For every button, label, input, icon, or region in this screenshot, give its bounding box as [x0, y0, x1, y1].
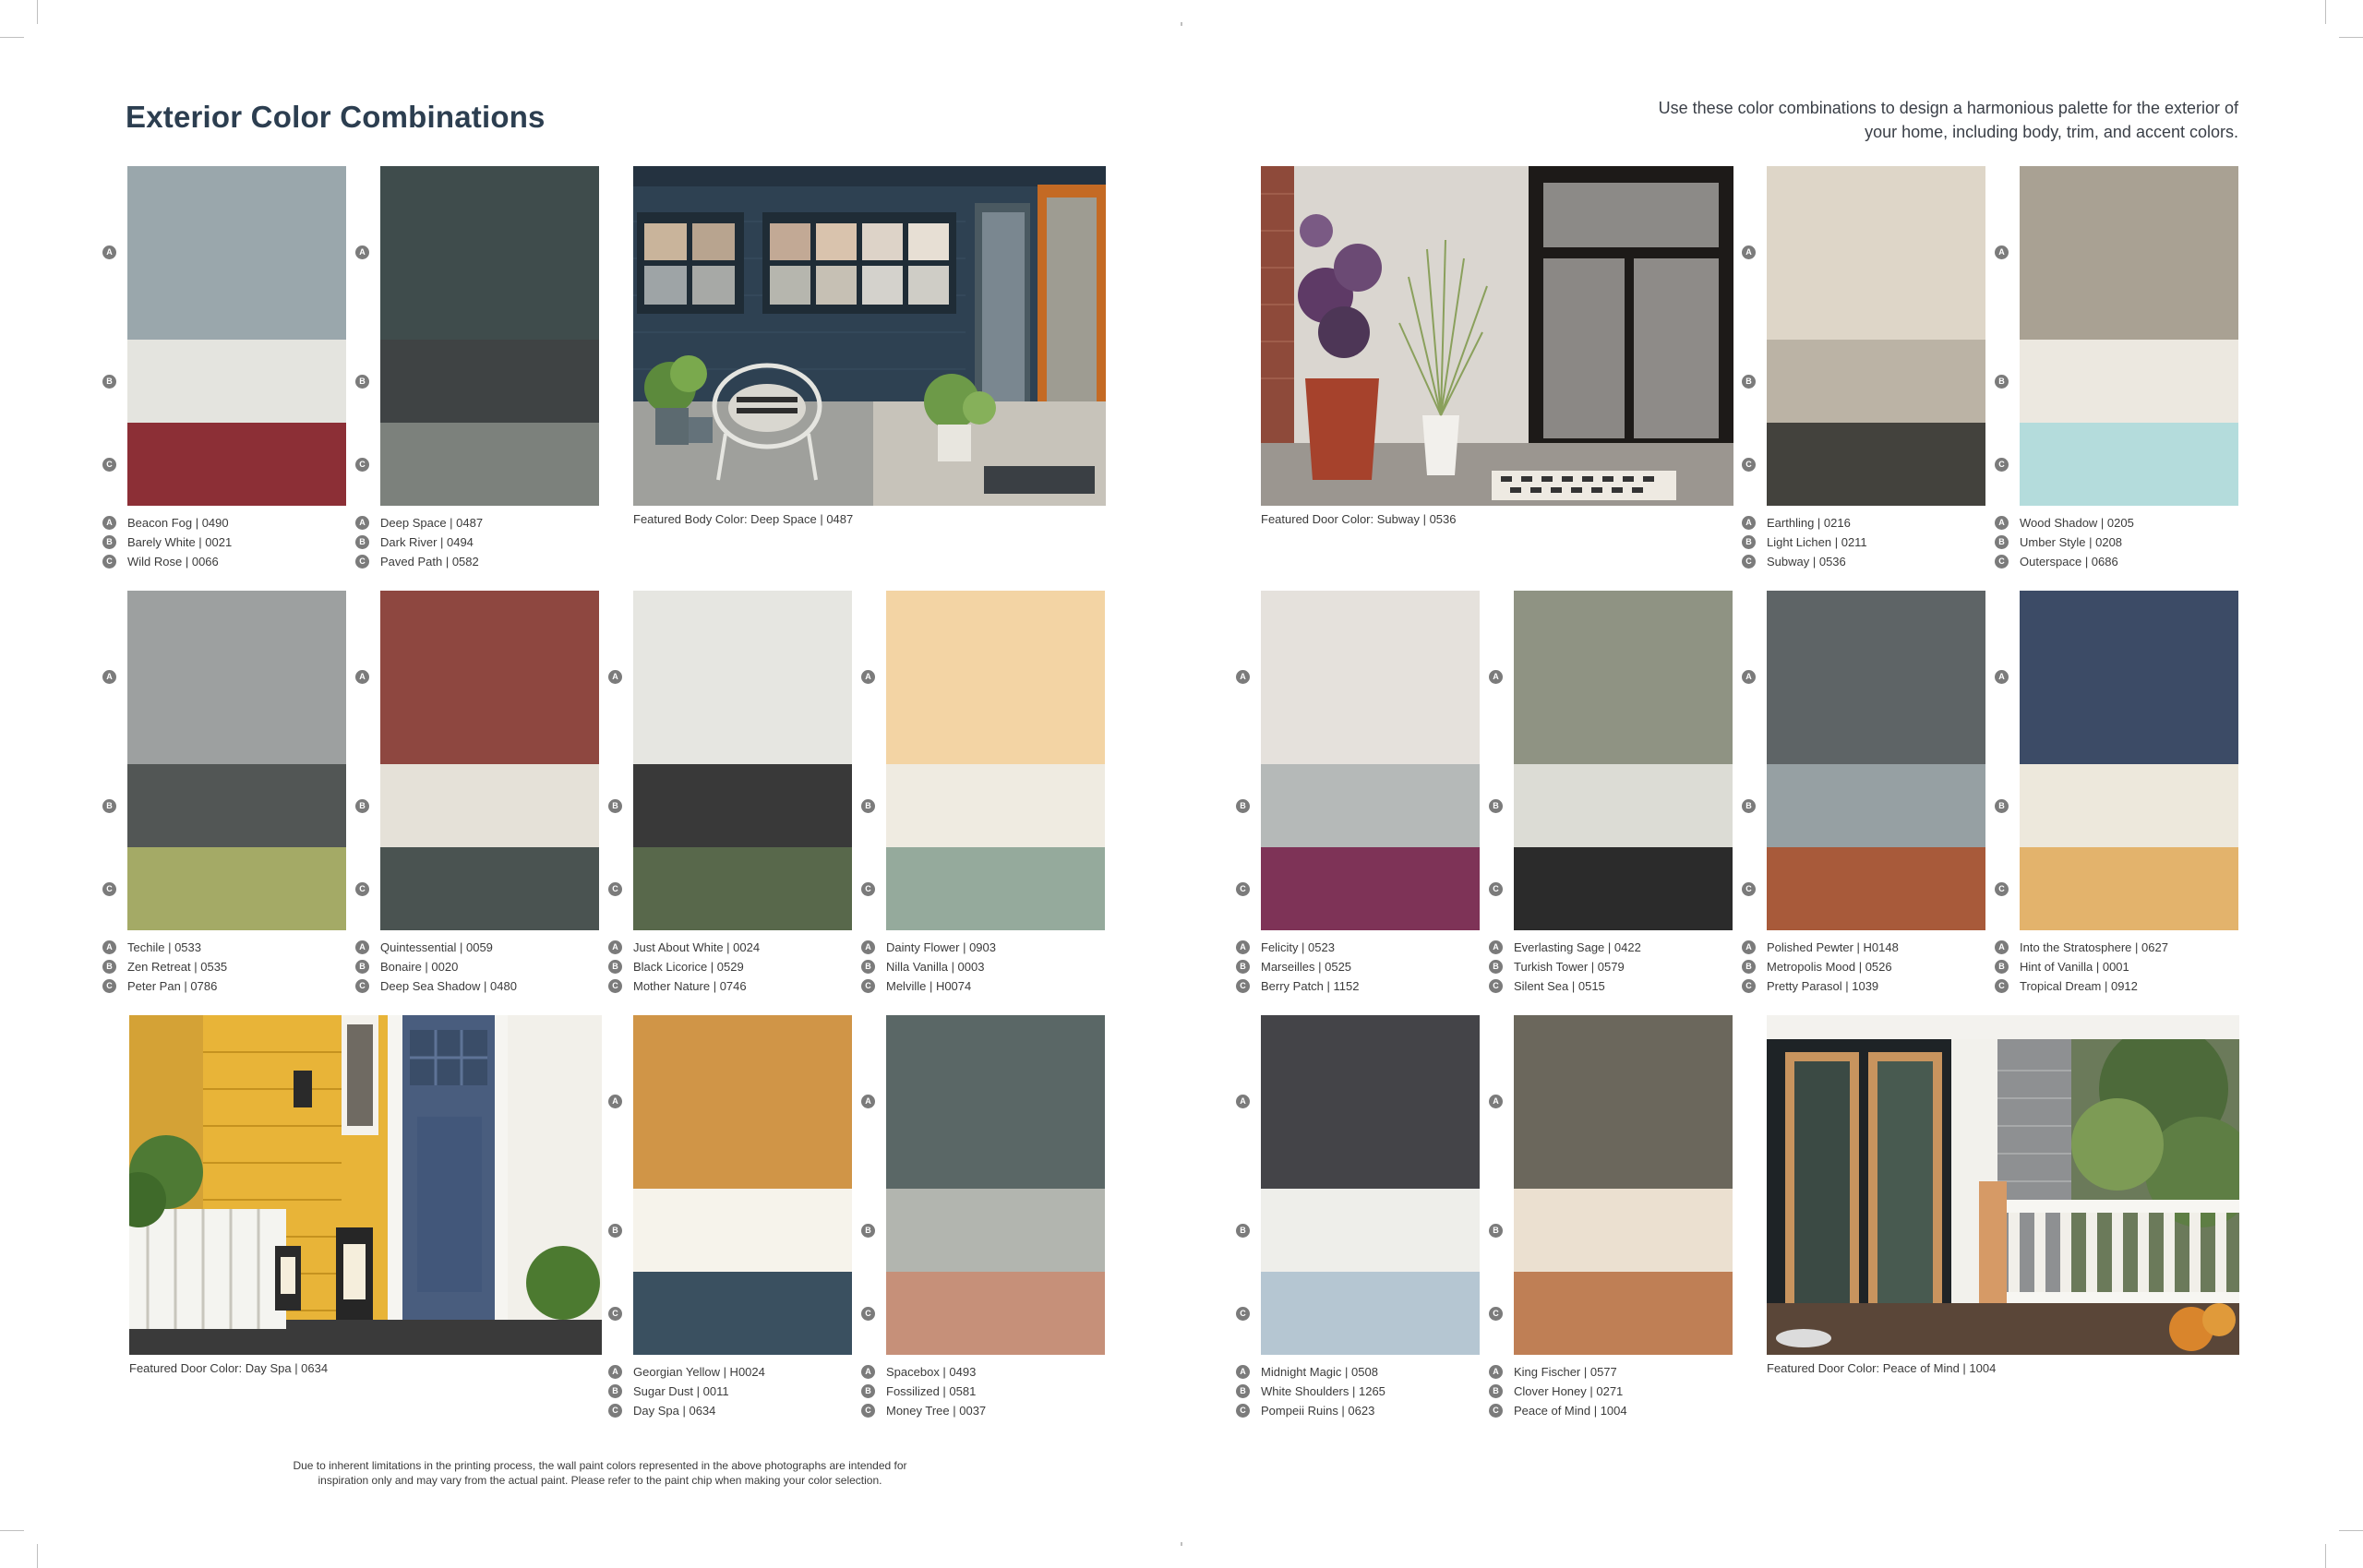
swatch-stack [612, 1015, 852, 1355]
color-caption-list [106, 938, 367, 996]
color-caption-c [1240, 976, 1501, 996]
color-name: Sugar Dust | 0011 [633, 1384, 729, 1398]
swatch-marker-c: C [1742, 458, 1756, 472]
color-name: Deep Sea Shadow | 0480 [380, 979, 517, 993]
swatch-marker-a: A [355, 245, 369, 259]
color-swatch-b [633, 764, 852, 847]
page-title: Exterior Color Combinations [126, 100, 546, 134]
caption-marker-b: B [1742, 535, 1756, 549]
color-swatch-c [633, 847, 852, 930]
caption-marker-b: B [861, 1384, 875, 1398]
swatch-marker-c: C [608, 1307, 622, 1321]
caption-marker-a: A [608, 940, 622, 954]
color-caption-b [1745, 957, 2007, 976]
color-name: Light Lichen | 0211 [1767, 535, 1867, 549]
color-caption-a [359, 513, 620, 533]
color-name: Peace of Mind | 1004 [1514, 1404, 1627, 1418]
color-name: Marseilles | 0525 [1261, 960, 1352, 974]
photo-caption: Featured Body Color: Deep Space | 0487 [633, 512, 854, 526]
swatch-stack [359, 591, 599, 930]
color-swatch-c [380, 423, 599, 506]
color-name: Techile | 0533 [127, 940, 201, 954]
swatch-stack [1998, 166, 2238, 506]
color-caption-list [106, 513, 367, 571]
caption-marker-a: A [1742, 940, 1756, 954]
color-swatch-c [1767, 847, 1985, 930]
swatch-marker-a: A [1489, 1095, 1503, 1108]
crop-mark [0, 1530, 24, 1531]
swatch-marker-b: B [608, 1224, 622, 1238]
color-swatch-b [127, 764, 346, 847]
caption-marker-c: C [1236, 979, 1250, 993]
color-name: Metropolis Mood | 0526 [1767, 960, 1892, 974]
color-name: Clover Honey | 0271 [1514, 1384, 1624, 1398]
color-name: Fossilized | 0581 [886, 1384, 977, 1398]
color-swatch-a [633, 591, 852, 764]
caption-marker-a: A [355, 516, 369, 530]
caption-marker-b: B [608, 960, 622, 974]
swatch-marker-a: A [608, 670, 622, 684]
swatch-marker-c: C [1489, 1307, 1503, 1321]
color-swatch-a [1261, 591, 1480, 764]
caption-marker-b: B [861, 960, 875, 974]
color-name: Beacon Fog | 0490 [127, 516, 229, 530]
caption-marker-a: A [1742, 516, 1756, 530]
color-swatch-a [2020, 591, 2238, 764]
crop-mark [0, 37, 24, 38]
center-mark [1181, 1542, 1182, 1546]
color-caption-list [359, 938, 620, 996]
swatch-marker-b: B [1489, 1224, 1503, 1238]
color-swatch-b [1767, 764, 1985, 847]
photo-day-spa-door [129, 1015, 602, 1355]
color-caption-b [1493, 1382, 1754, 1401]
swatch-marker-b: B [1236, 1224, 1250, 1238]
caption-marker-a: A [608, 1365, 622, 1379]
color-caption-a [612, 938, 873, 957]
swatch-stack [1745, 166, 1985, 506]
disclaimer-line: inspiration only and may vary from the actual paint. Please refer to the paint chip when making your color selection. [318, 1474, 882, 1487]
color-caption-b [612, 957, 873, 976]
color-name: Felicity | 0523 [1261, 940, 1335, 954]
color-caption-b [359, 533, 620, 552]
color-swatch-c [1261, 1272, 1480, 1355]
swatch-marker-a: A [608, 1095, 622, 1108]
color-caption-c [1240, 1401, 1501, 1420]
color-name: Georgian Yellow | H0024 [633, 1365, 765, 1379]
color-name: Zen Retreat | 0535 [127, 960, 228, 974]
color-caption-b [865, 1382, 1126, 1401]
swatch-stack [1998, 591, 2238, 930]
swatch-marker-b: B [1742, 799, 1756, 813]
color-name: Berry Patch | 1152 [1261, 979, 1360, 993]
caption-marker-c: C [355, 555, 369, 569]
color-swatch-a [886, 1015, 1105, 1189]
color-name: Turkish Tower | 0579 [1514, 960, 1625, 974]
caption-marker-c: C [1489, 1404, 1503, 1418]
center-mark [1181, 22, 1182, 26]
caption-marker-c: C [861, 1404, 875, 1418]
color-swatch-c [127, 847, 346, 930]
swatch-marker-a: A [355, 670, 369, 684]
color-caption-c [106, 976, 367, 996]
swatch-marker-b: B [355, 375, 369, 389]
color-name: Money Tree | 0037 [886, 1404, 987, 1418]
swatch-stack [1493, 591, 1733, 930]
color-caption-b [1745, 533, 2007, 552]
color-swatch-a [1514, 1015, 1733, 1189]
caption-marker-c: C [1995, 555, 2009, 569]
color-name: Mother Nature | 0746 [633, 979, 747, 993]
swatch-marker-b: B [1236, 799, 1250, 813]
color-name: Bonaire | 0020 [380, 960, 459, 974]
swatch-marker-c: C [608, 882, 622, 896]
color-caption-list [359, 513, 620, 571]
color-caption-list [865, 938, 1126, 996]
color-caption-list [1240, 938, 1501, 996]
color-caption-b [106, 533, 367, 552]
swatch-marker-b: B [608, 799, 622, 813]
swatch-stack [865, 591, 1105, 930]
swatch-marker-b: B [1489, 799, 1503, 813]
swatch-marker-a: A [1995, 245, 2009, 259]
color-caption-a [1493, 1362, 1754, 1382]
color-name: Outerspace | 0686 [2020, 555, 2118, 569]
swatch-marker-c: C [861, 1307, 875, 1321]
swatch-marker-b: B [1995, 375, 2009, 389]
intro-text [1315, 96, 2238, 144]
caption-marker-c: C [1995, 979, 2009, 993]
swatch-stack [1240, 1015, 1480, 1355]
color-caption-a [106, 513, 367, 533]
swatch-marker-a: A [102, 245, 116, 259]
caption-marker-a: A [1995, 940, 2009, 954]
swatch-stack [612, 591, 852, 930]
swatch-marker-a: A [1236, 1095, 1250, 1108]
color-name: Dainty Flower | 0903 [886, 940, 996, 954]
color-caption-list [1998, 938, 2260, 996]
color-swatch-b [1261, 1189, 1480, 1272]
color-name: Midnight Magic | 0508 [1261, 1365, 1378, 1379]
color-caption-a [1493, 938, 1754, 957]
color-name: Dark River | 0494 [380, 535, 474, 549]
color-caption-b [359, 957, 620, 976]
color-caption-a [1998, 513, 2260, 533]
color-caption-a [1240, 1362, 1501, 1382]
color-swatch-a [633, 1015, 852, 1189]
color-caption-b [1240, 1382, 1501, 1401]
color-name: Tropical Dream | 0912 [2020, 979, 2138, 993]
color-swatch-c [886, 847, 1105, 930]
caption-marker-b: B [1236, 1384, 1250, 1398]
color-name: Wild Rose | 0066 [127, 555, 219, 569]
color-swatch-a [127, 591, 346, 764]
color-swatch-a [1767, 166, 1985, 340]
color-swatch-b [2020, 340, 2238, 423]
color-swatch-b [886, 764, 1105, 847]
color-name: Deep Space | 0487 [380, 516, 484, 530]
crop-mark [2325, 1544, 2326, 1568]
color-caption-b [1493, 957, 1754, 976]
color-caption-c [612, 1401, 873, 1420]
color-swatch-a [1767, 591, 1985, 764]
caption-marker-c: C [102, 979, 116, 993]
color-swatch-a [1514, 591, 1733, 764]
color-swatch-b [1261, 764, 1480, 847]
color-caption-b [1998, 957, 2260, 976]
color-caption-a [1240, 938, 1501, 957]
caption-marker-b: B [355, 960, 369, 974]
caption-marker-c: C [1489, 979, 1503, 993]
color-caption-c [865, 1401, 1126, 1420]
color-name: Subway | 0536 [1767, 555, 1846, 569]
color-caption-c [1998, 552, 2260, 571]
caption-marker-c: C [355, 979, 369, 993]
caption-marker-b: B [1995, 960, 2009, 974]
color-caption-c [1493, 1401, 1754, 1420]
color-swatch-c [2020, 847, 2238, 930]
swatch-marker-a: A [1236, 670, 1250, 684]
color-caption-c [612, 976, 873, 996]
swatch-marker-b: B [861, 799, 875, 813]
color-swatch-b [380, 764, 599, 847]
color-caption-c [359, 552, 620, 571]
swatch-marker-c: C [1236, 1307, 1250, 1321]
color-caption-c [1493, 976, 1754, 996]
color-name: Spacebox | 0493 [886, 1365, 977, 1379]
crop-mark [2339, 37, 2363, 38]
swatch-marker-a: A [1742, 670, 1756, 684]
caption-marker-c: C [608, 1404, 622, 1418]
caption-marker-c: C [1742, 979, 1756, 993]
color-swatch-a [380, 166, 599, 340]
color-caption-c [359, 976, 620, 996]
color-caption-list [1998, 513, 2260, 571]
swatch-stack [1240, 591, 1480, 930]
caption-marker-b: B [102, 535, 116, 549]
caption-marker-b: B [1489, 960, 1503, 974]
caption-marker-a: A [861, 1365, 875, 1379]
intro-line: your home, including body, trim, and accent colors. [1865, 123, 2238, 141]
crop-mark [37, 0, 38, 24]
color-swatch-b [1514, 764, 1733, 847]
color-caption-a [865, 1362, 1126, 1382]
crop-mark [2325, 0, 2326, 24]
color-swatch-c [633, 1272, 852, 1355]
color-swatch-c [127, 423, 346, 506]
color-caption-b [865, 957, 1126, 976]
swatch-marker-c: C [102, 458, 116, 472]
color-name: Polished Pewter | H0148 [1767, 940, 1899, 954]
swatch-marker-b: B [1995, 799, 2009, 813]
caption-marker-a: A [1236, 1365, 1250, 1379]
color-caption-c [865, 976, 1126, 996]
caption-marker-a: A [1236, 940, 1250, 954]
caption-marker-b: B [608, 1384, 622, 1398]
swatch-marker-a: A [102, 670, 116, 684]
color-swatch-c [1514, 847, 1733, 930]
color-caption-b [1240, 957, 1501, 976]
color-swatch-a [380, 591, 599, 764]
color-caption-b [612, 1382, 873, 1401]
swatch-marker-a: A [1995, 670, 2009, 684]
color-caption-a [1745, 938, 2007, 957]
photo-caption: Featured Door Color: Peace of Mind | 1004 [1767, 1361, 1997, 1375]
color-name: Nilla Vanilla | 0003 [886, 960, 985, 974]
swatch-marker-c: C [1995, 458, 2009, 472]
photo-subway-door [1261, 166, 1733, 506]
swatch-marker-a: A [1742, 245, 1756, 259]
color-caption-list [1745, 938, 2007, 996]
caption-marker-a: A [1489, 1365, 1503, 1379]
caption-marker-b: B [102, 960, 116, 974]
color-caption-list [612, 1362, 873, 1420]
color-name: Peter Pan | 0786 [127, 979, 218, 993]
swatch-marker-c: C [355, 882, 369, 896]
swatch-marker-c: C [1742, 882, 1756, 896]
color-swatch-c [380, 847, 599, 930]
color-caption-b [106, 957, 367, 976]
color-name: Everlasting Sage | 0422 [1514, 940, 1641, 954]
swatch-marker-b: B [102, 375, 116, 389]
color-caption-a [612, 1362, 873, 1382]
swatch-marker-b: B [1742, 375, 1756, 389]
swatch-stack [1745, 591, 1985, 930]
caption-marker-a: A [355, 940, 369, 954]
color-swatch-b [127, 340, 346, 423]
photo-caption: Featured Door Color: Day Spa | 0634 [129, 1361, 329, 1375]
color-caption-a [1745, 513, 2007, 533]
color-caption-c [106, 552, 367, 571]
color-name: Pretty Parasol | 1039 [1767, 979, 1879, 993]
caption-marker-c: C [1236, 1404, 1250, 1418]
color-caption-list [1240, 1362, 1501, 1420]
color-caption-list [865, 1362, 1126, 1420]
caption-marker-c: C [1742, 555, 1756, 569]
color-swatch-b [886, 1189, 1105, 1272]
swatch-stack [1493, 1015, 1733, 1355]
swatch-stack [106, 166, 346, 506]
disclaimer [268, 1458, 932, 1488]
caption-marker-b: B [1742, 960, 1756, 974]
color-name: Paved Path | 0582 [380, 555, 479, 569]
crop-mark [2339, 1530, 2363, 1531]
color-swatch-b [1767, 340, 1985, 423]
swatch-marker-a: A [861, 1095, 875, 1108]
color-name: Melville | H0074 [886, 979, 972, 993]
swatch-stack [359, 166, 599, 506]
caption-marker-b: B [355, 535, 369, 549]
color-name: Silent Sea | 0515 [1514, 979, 1605, 993]
color-name: Umber Style | 0208 [2020, 535, 2123, 549]
color-name: Hint of Vanilla | 0001 [2020, 960, 2129, 974]
color-caption-b [1998, 533, 2260, 552]
caption-marker-b: B [1236, 960, 1250, 974]
color-swatch-b [1514, 1189, 1733, 1272]
swatch-marker-c: C [102, 882, 116, 896]
intro-line: Use these color combinations to design a harmonious palette for the exterior of [1658, 99, 2238, 117]
caption-marker-a: A [1489, 940, 1503, 954]
color-caption-a [1998, 938, 2260, 957]
color-caption-list [1745, 513, 2007, 571]
color-caption-a [865, 938, 1126, 957]
color-name: Earthling | 0216 [1767, 516, 1851, 530]
color-swatch-b [2020, 764, 2238, 847]
color-name: Just About White | 0024 [633, 940, 761, 954]
swatch-marker-b: B [102, 799, 116, 813]
caption-marker-c: C [861, 979, 875, 993]
photo-deep-space-porch [633, 166, 1106, 506]
caption-marker-b: B [1489, 1384, 1503, 1398]
photo-caption: Featured Door Color: Subway | 0536 [1261, 512, 1457, 526]
color-name: Into the Stratosphere | 0627 [2020, 940, 2168, 954]
swatch-marker-c: C [1236, 882, 1250, 896]
color-caption-a [106, 938, 367, 957]
swatch-marker-c: C [1995, 882, 2009, 896]
crop-mark [37, 1544, 38, 1568]
color-swatch-c [1514, 1272, 1733, 1355]
color-caption-c [1745, 976, 2007, 996]
swatch-marker-c: C [1489, 882, 1503, 896]
color-swatch-b [633, 1189, 852, 1272]
color-swatch-c [2020, 423, 2238, 506]
swatch-marker-a: A [861, 670, 875, 684]
swatch-marker-b: B [355, 799, 369, 813]
color-swatch-b [380, 340, 599, 423]
swatch-marker-c: C [355, 458, 369, 472]
color-swatch-a [2020, 166, 2238, 340]
caption-marker-c: C [608, 979, 622, 993]
caption-marker-a: A [861, 940, 875, 954]
color-name: Barely White | 0021 [127, 535, 233, 549]
color-name: Black Licorice | 0529 [633, 960, 744, 974]
swatch-marker-b: B [861, 1224, 875, 1238]
color-caption-list [612, 938, 873, 996]
caption-marker-b: B [1995, 535, 2009, 549]
color-swatch-a [886, 591, 1105, 764]
color-caption-a [359, 938, 620, 957]
color-caption-c [1998, 976, 2260, 996]
swatch-stack [106, 591, 346, 930]
color-swatch-c [1767, 423, 1985, 506]
color-swatch-a [1261, 1015, 1480, 1189]
color-name: Day Spa | 0634 [633, 1404, 716, 1418]
swatch-stack [865, 1015, 1105, 1355]
color-swatch-c [1261, 847, 1480, 930]
color-name: Quintessential | 0059 [380, 940, 493, 954]
caption-marker-a: A [102, 940, 116, 954]
swatch-marker-c: C [861, 882, 875, 896]
color-caption-list [1493, 938, 1754, 996]
caption-marker-c: C [102, 555, 116, 569]
color-caption-c [1745, 552, 2007, 571]
disclaimer-line: Due to inherent limitations in the printing process, the wall paint colors represented in the above photographs are intended for [293, 1459, 907, 1472]
swatch-marker-a: A [1489, 670, 1503, 684]
color-swatch-c [886, 1272, 1105, 1355]
color-name: King Fischer | 0577 [1514, 1365, 1617, 1379]
photo-peace-of-mind-door [1767, 1015, 2239, 1355]
caption-marker-a: A [102, 516, 116, 530]
color-swatch-a [127, 166, 346, 340]
color-caption-list [1493, 1362, 1754, 1420]
color-name: Pompeii Ruins | 0623 [1261, 1404, 1375, 1418]
color-name: Wood Shadow | 0205 [2020, 516, 2134, 530]
caption-marker-a: A [1995, 516, 2009, 530]
color-name: White Shoulders | 1265 [1261, 1384, 1385, 1398]
